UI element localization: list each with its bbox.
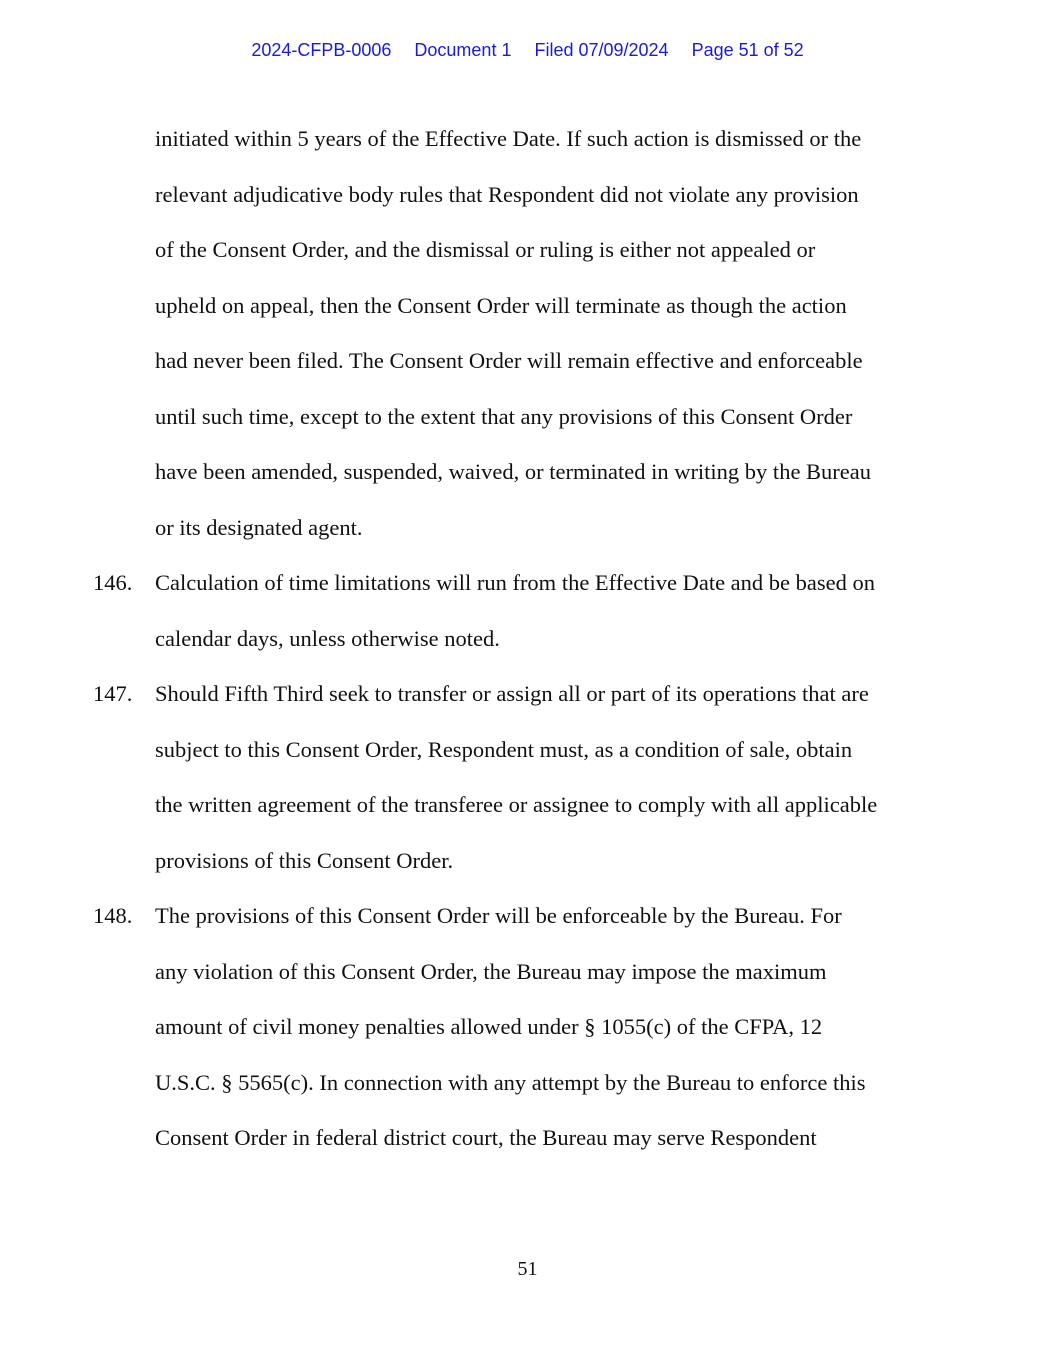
paragraph-number: 146. <box>93 570 133 595</box>
body-text-line: U.S.C. § 5565(c). In connection with any attempt by the Bureau to enforce this <box>155 1070 866 1095</box>
page-number: 51 <box>517 1258 538 1280</box>
body-text-line: Consent Order in federal district court, the Bureau may serve Respondent <box>155 1125 817 1150</box>
body-text-line: amount of civil money penalties allowed under § 1055(c) of the CFPA, 12 <box>155 1014 823 1039</box>
body-text-line: have been amended, suspended, waived, or terminated in writing by the Bureau <box>155 459 872 484</box>
body-text-line: initiated within 5 years of the Effective Date. If such action is dismissed or the <box>155 126 862 151</box>
body-text-line: until such time, except to the extent that any provisions of this Consent Order <box>155 404 853 429</box>
body-text-line: relevant adjudicative body rules that Respondent did not violate any provision <box>155 182 859 207</box>
paragraph-number: 147. <box>93 681 133 706</box>
body-text-line: had never been filed. The Consent Order will remain effective and enforceable <box>155 348 863 373</box>
body-text-line: provisions of this Consent Order. <box>155 848 454 873</box>
body-text-line: Calculation of time limitations will run from the Effective Date and be based on <box>155 570 876 595</box>
body-text-line: subject to this Consent Order, Respondent must, as a condition of sale, obtain <box>155 737 853 762</box>
document-label: Document 1 <box>414 40 512 60</box>
body-text-line: of the Consent Order, and the dismissal or ruling is either not appealed or <box>155 237 816 262</box>
body-text-line: any violation of this Consent Order, the Bureau may impose the maximum <box>155 959 827 984</box>
filing-header <box>0 40 1055 61</box>
body-text-line: Should Fifth Third seek to transfer or assign all or part of its operations that are <box>155 681 869 706</box>
body-text-line: The provisions of this Consent Order will be enforceable by the Bureau. For <box>155 903 842 928</box>
body-text-line: upheld on appeal, then the Consent Order will terminate as though the action <box>155 293 847 318</box>
filed-date: Filed 07/09/2024 <box>534 40 669 60</box>
body-text-line: the written agreement of the transferee or assignee to comply with all applicable <box>155 792 878 817</box>
case-number: 2024-CFPB-0006 <box>251 40 392 60</box>
paragraph-number: 148. <box>93 903 133 928</box>
page-indicator: Page 51 of 52 <box>691 40 804 60</box>
body-text-line: calendar days, unless otherwise noted. <box>155 626 500 651</box>
body-text-line: or its designated agent. <box>155 515 363 540</box>
